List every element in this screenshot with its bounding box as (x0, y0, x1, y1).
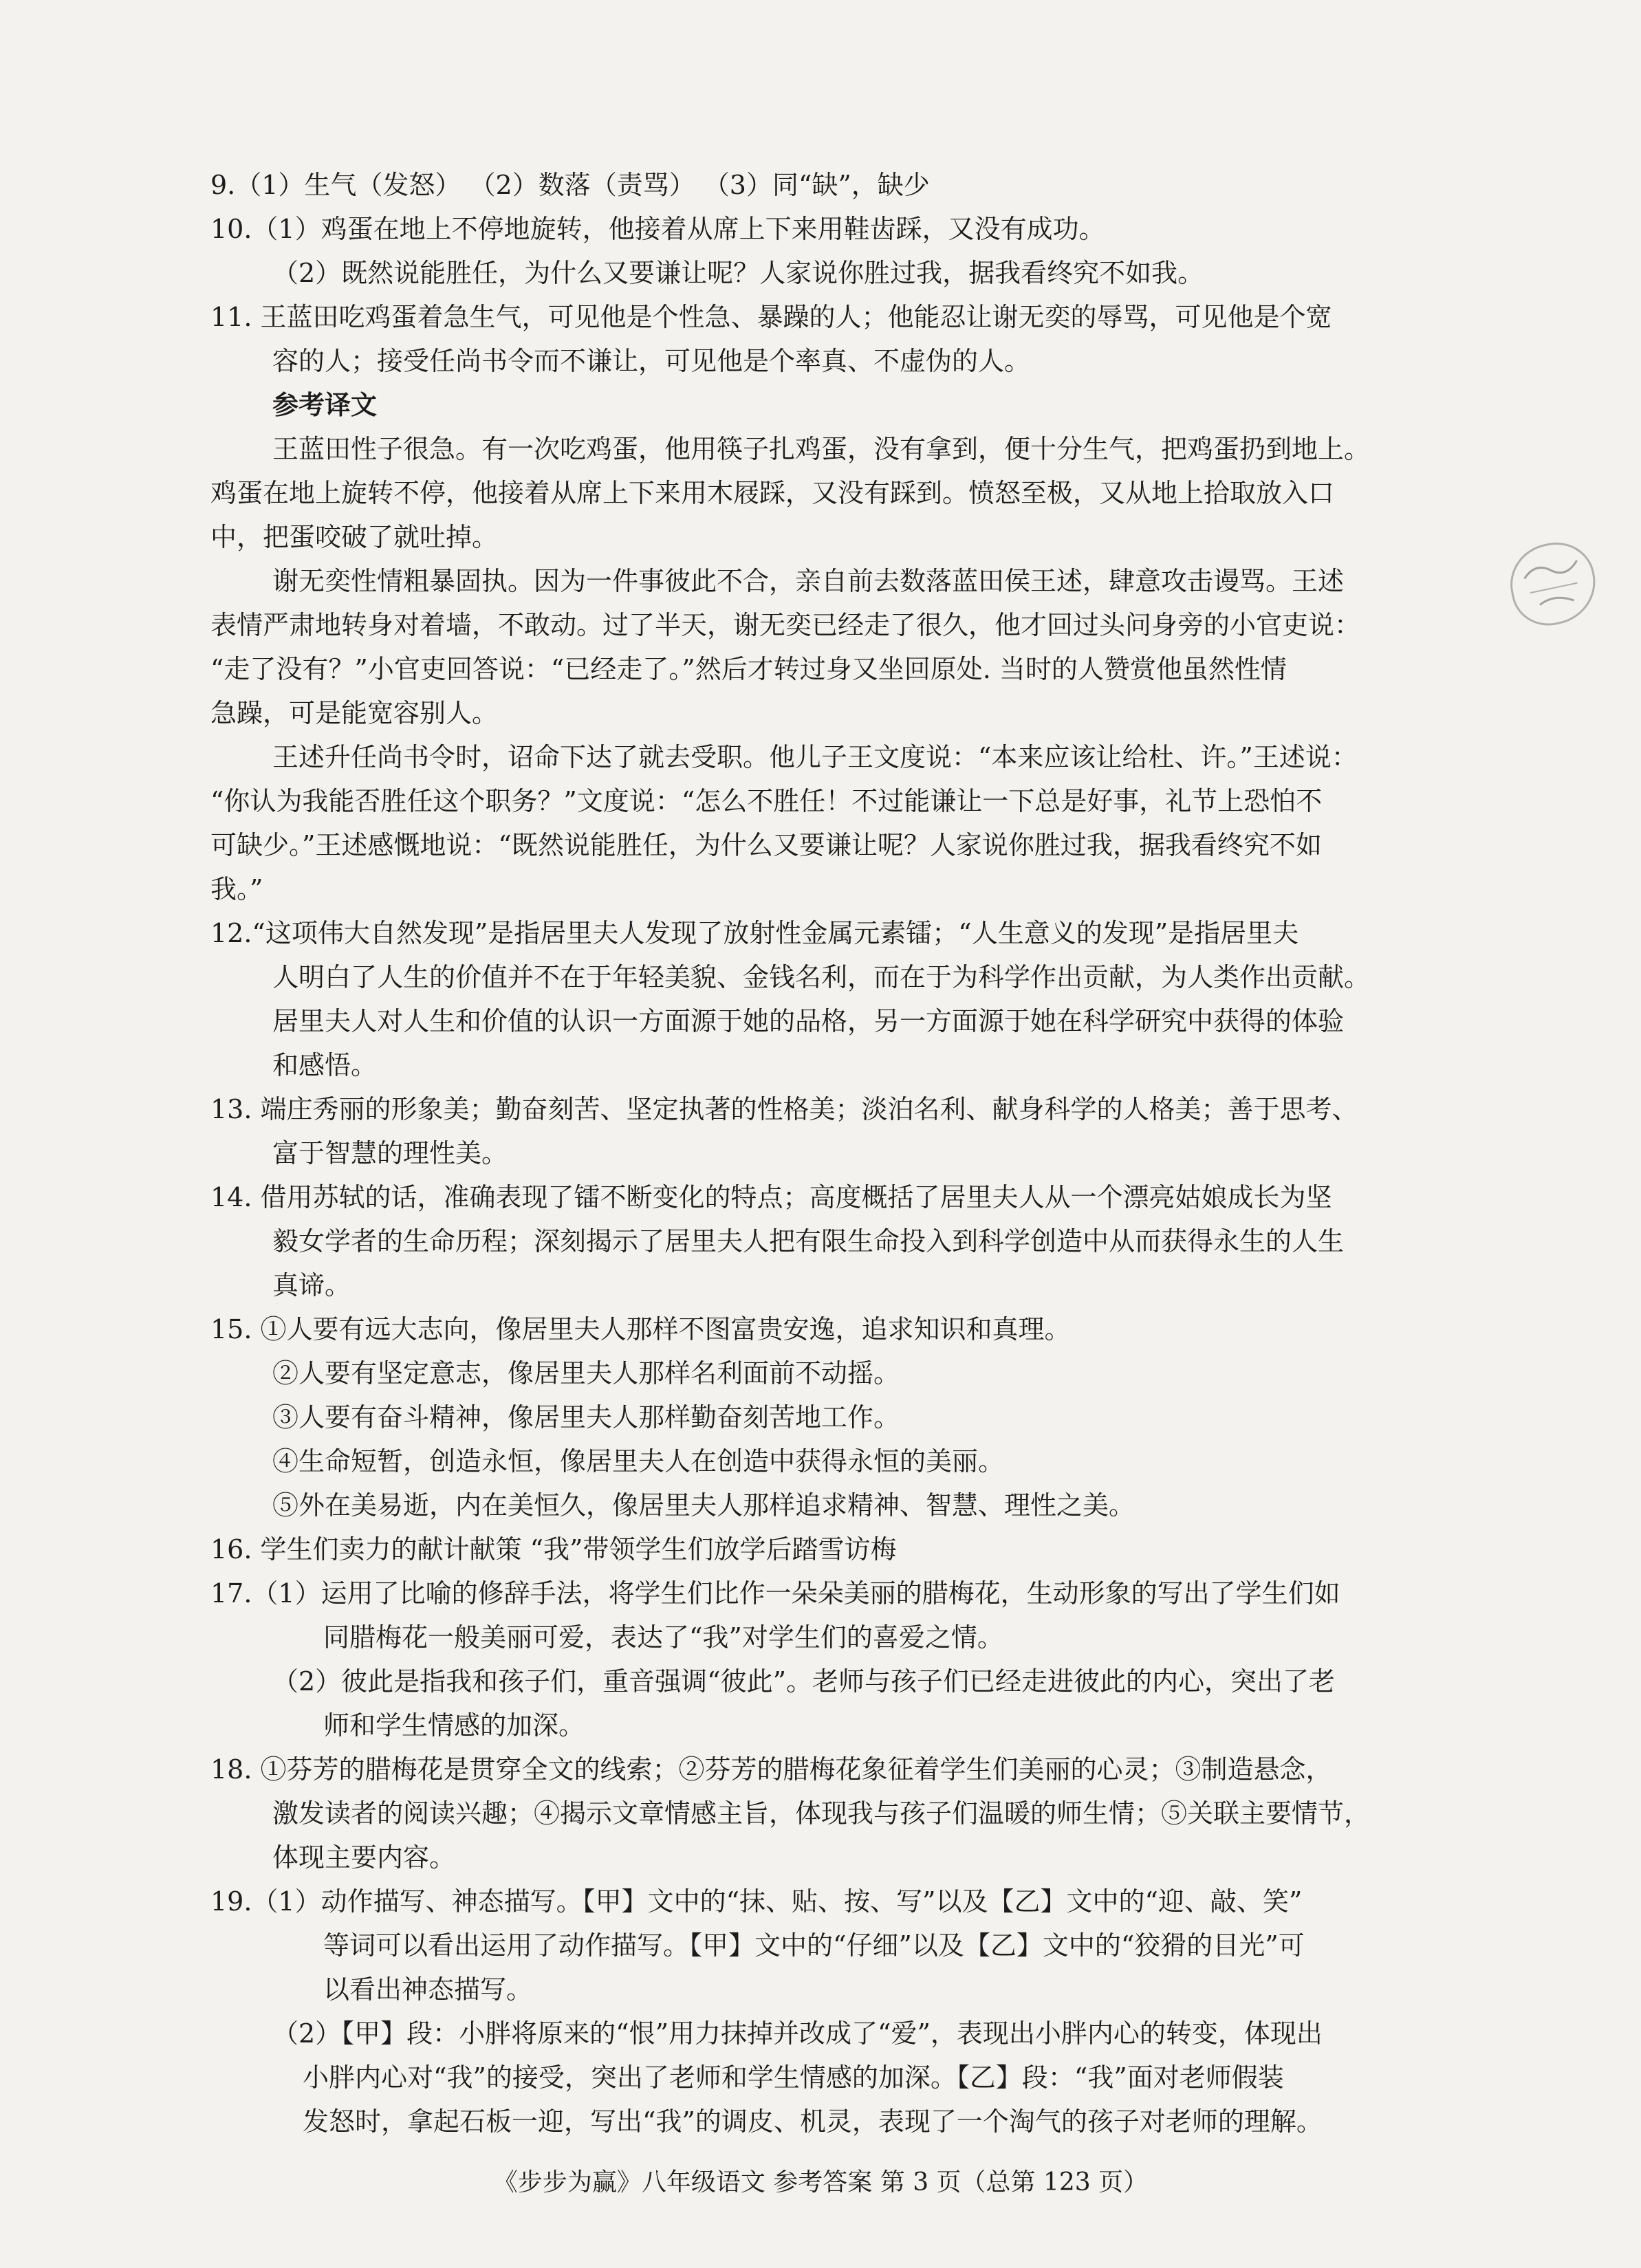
answer-15-item3: ③人要有奋斗精神，像居里夫人那样勤奋刻苦地工作。 (272, 1402, 900, 1432)
translation-p3-line2: “你认为我能否胜任这个职务？”文度说：“怎么不胜任！不过能谦让一下总是好事，礼节上恐怕不 (210, 786, 1323, 816)
translation-p3-line3: 可缺少。”王述感慨地说：“既然说能胜任，为什么又要谦让呢？人家说你胜过我，据我看终究不如 (210, 830, 1322, 860)
translation-p3-line1: 王述升任尚书令时，诏命下达了就去受职。他儿子王文度说：“本来应该让给杜、许。”王述说： (272, 742, 1358, 772)
answer-12-line4: 和感悟。 (272, 1050, 378, 1080)
answer-17-1-line1: 17.（1）运用了比喻的修辞手法，将学生们比作一朵朵美丽的腊梅花，生动形象的写出了学生们如 (210, 1578, 1340, 1609)
page-footer: 《步步为赢》八年级语文 参考答案 第 3 页（总第 123 页） (492, 2168, 1149, 2196)
answer-14-line3: 真谛。 (272, 1270, 351, 1300)
answer-15-item1: 15. ①人要有远大志向，像居里夫人那样不图富贵安逸，追求知识和真理。 (210, 1314, 1071, 1344)
answer-12-line3: 居里夫人对人生和价值的认识一方面源于她的品格，另一方面源于她在科学研究中获得的体验 (272, 1006, 1345, 1036)
answer-11-line1: 11. 王蓝田吃鸡蛋着急生气，可见他是个性急、暴躁的人；他能忍让谢无奕的辱骂，可见他是个宽 (210, 302, 1332, 332)
answer-11-line2: 容的人；接受任尚书令而不谦让，可见他是个率真、不虚伪的人。 (272, 346, 1031, 376)
answer-19-2-line1: （2）【甲】段：小胖将原来的“恨”用力抹掉并改成了“爱”，表现出小胖内心的转变，体现出 (272, 2018, 1323, 2049)
answer-17-1-line2: 同腊梅花一般美丽可爱，表达了“我”对学生们的喜爱之情。 (323, 1622, 1003, 1653)
answer-17-2-line1: （2）彼此是指我和孩子们，重音强调“彼此”。老师与孩子们已经走进彼此的内心，突出了老 (272, 1666, 1336, 1697)
answer-10-2: （2）既然说能胜任，为什么又要谦让呢？人家说你胜过我，据我看终究不如我。 (272, 258, 1204, 288)
answer-9: 9.（1）生气（发怒） （2）数落（责骂） （3）同“缺”，缺少 (210, 170, 930, 200)
translation-p1-line2: 鸡蛋在地上旋转不停，他接着从席上下来用木屐踩，又没有踩到。愤怒至极，又从地上拾取放入口 (210, 478, 1335, 508)
answer-10-1: 10.（1）鸡蛋在地上不停地旋转，他接着从席上下来用鞋齿踩，又没有成功。 (210, 214, 1105, 244)
homework-stamp-icon (1503, 535, 1603, 632)
translation-p1-line3: 中，把蛋咬破了就吐掉。 (210, 522, 499, 552)
answer-15-item5: ⑤外在美易逝，内在美恒久，像居里夫人那样追求精神、智慧、理性之美。 (272, 1490, 1135, 1520)
answer-13-line2: 富于智慧的理性美。 (272, 1138, 508, 1168)
answer-12-line2: 人明白了人生的价值并不在于年轻美貌、金钱名利，而在于为科学作出贡献，为人类作出贡献。 (272, 962, 1371, 992)
translation-p2-line4: 急躁，可是能宽容别人。 (210, 698, 499, 728)
answer-18-line1: 18. ①芬芳的腊梅花是贯穿全文的线索；②芬芳的腊梅花象征着学生们美丽的心灵；③制造悬念， (210, 1754, 1332, 1785)
answer-19-1-line1: 19.（1）动作描写、神态描写。【甲】文中的“抹、贴、按、写”以及【乙】文中的“迎、敲、笑” (210, 1886, 1303, 1917)
answer-15-item2: ②人要有坚定意志，像居里夫人那样名利面前不动摇。 (272, 1358, 900, 1388)
answer-15-item4: ④生命短暂，创造永恒，像居里夫人在创造中获得永恒的美丽。 (272, 1446, 1005, 1476)
answer-16: 16. 学生们卖力的献计献策 “我”带领学生们放学后踏雪访梅 (210, 1534, 897, 1564)
translation-p2-line2: 表情严肃地转身对着墙，不敢动。过了半天，谢无奕已经走了很久，他才回过头问身旁的小官吏说： (210, 610, 1361, 640)
answer-19-1-line3: 以看出神态描写。 (323, 1974, 533, 2005)
answer-14-line2: 毅女学者的生命历程；深刻揭示了居里夫人把有限生命投入到科学创造中从而获得永生的人生 (272, 1226, 1345, 1256)
answer-14-line1: 14. 借用苏轼的话，准确表现了镭不断变化的特点；高度概括了居里夫人从一个漂亮姑娘成长为坚 (210, 1182, 1332, 1212)
answer-13-line1: 13. 端庄秀丽的形象美；勤奋刻苦、坚定执著的性格美；淡泊名利、献身科学的人格美；善于思考、 (210, 1094, 1358, 1124)
translation-heading: 参考译文 (272, 390, 378, 420)
translation-p2-line1: 谢无奕性情粗暴固执。因为一件事彼此不合，亲自前去数落蓝田侯王述，肆意攻击谩骂。王述 (272, 566, 1345, 596)
answer-12-line1: 12.“这项伟大自然发现”是指居里夫人发现了放射性金属元素镭；“人生意义的发现”是指居里夫 (210, 918, 1299, 948)
answer-19-2-line2: 小胖内心对“我”的接受，突出了老师和学生情感的加深。【乙】段：“我”面对老师假装 (303, 2062, 1284, 2093)
answer-19-1-line2: 等词可以看出运用了动作描写。【甲】文中的“仔细”以及【乙】文中的“狡猾的目光”可 (323, 1930, 1305, 1961)
answer-18-line3: 体现主要内容。 (272, 1842, 456, 1873)
translation-p2-line3: “走了没有？”小官吏回答说：“已经走了。”然后才转过身又坐回原处. 当时的人赞赏他虽然性情 (210, 654, 1287, 684)
answer-19-2-line3: 发怒时，拿起石板一迎，写出“我”的调皮、机灵，表现了一个淘气的孩子对老师的理解。 (303, 2106, 1323, 2137)
translation-p3-line4: 我。” (210, 874, 263, 904)
answer-17-2-line2: 师和学生情感的加深。 (323, 1710, 585, 1741)
answer-18-line2: 激发读者的阅读兴趣；④揭示文章情感主旨，体现我与孩子们温暖的师生情；⑤关联主要情节， (272, 1798, 1371, 1829)
translation-p1-line1: 王蓝田性子很急。有一次吃鸡蛋，他用筷子扎鸡蛋，没有拿到，便十分生气，把鸡蛋扔到地上。 (272, 434, 1371, 464)
